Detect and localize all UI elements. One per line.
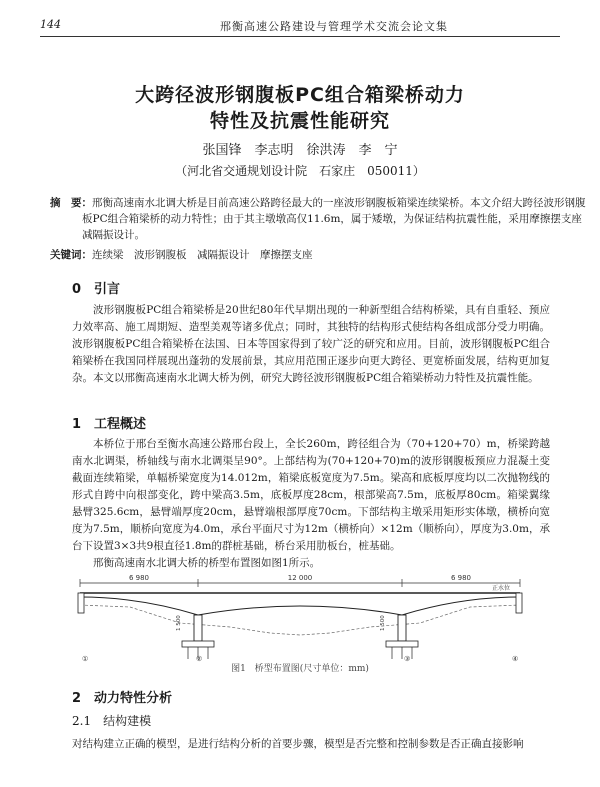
pier-3-height-label: 1 500 (380, 615, 386, 631)
dim-label-span3: 6 980 (450, 574, 472, 582)
section-2-paragraph: 对结构建立正确的模型，是进行结构分析的首要步骤，模型是否完整和控制参数是否正确直接影响 (72, 738, 524, 750)
section-0-body (72, 302, 550, 387)
section-1-paragraph: 本桥位于邢台至衡水高速公路邢台段上，全长260m，跨径组合为（70+120+70）m，桥梁跨越南水北调渠，桥轴线与南水北调渠呈90°。上部结构为(70+120+70)m的波形钢腹板预应力混凝土变截面连续箱梁，单幅桥梁宽度为14.012m，箱梁底板宽度为7.5m。梁高和底板厚度均以二次抛物线的形式自跨中向根部变化，跨中梁高3.5m，底板厚度28cm，根部梁高7.5m，底板厚80cm。箱梁翼缘悬臂325.6cm，悬臂端厚度20cm，悬臂端根部厚度70cm。下部结构主墩采用矩形实体墩，横桥向宽度为7.5m，顺桥向宽度为4.0m，承台平面尺寸为12m（横桥向）×12m（顺桥向），厚度为3.0m，承台下设置3×3共9根直径1.8m的群桩基础，桥台采用肋板台，桩基础。 (72, 438, 550, 552)
axis-mark-3: ③ (404, 655, 411, 663)
pier-2 (194, 615, 202, 641)
figure-caption: 图1 桥型布置图(尺寸单位：mm) (231, 664, 369, 674)
section-1-body (72, 436, 550, 572)
running-title: 邢衡高速公路建设与管理学术交流会论文集 (220, 20, 448, 33)
section-0-paragraph: 波形钢腹板PC组合箱梁桥是20世纪80年代早期出现的一种新型组合结构桥梁，具有自重轻、预应力效率高、施工周期短、造型美观等诸多优点；同时，其独特的结构形式使结构各组成部分受力明确。波形钢腹板PC组合箱梁桥在法国、日本等国家得到了较广泛的研究和应用。目前，波形钢腹板PC组合箱梁桥在我国同样展现出蓬勃的发展前景，其应用范围正逐步向更大跨径、更宽桥面发展，结构更加复杂。本文以邢衡高速南水北调大桥为例，研究大跨径波形钢腹板PC组合箱梁桥动力特性及抗震性能。 (72, 304, 550, 384)
page-number: 144 (40, 18, 61, 31)
running-header (40, 18, 560, 37)
pier-3 (398, 615, 406, 641)
abstract (50, 195, 592, 243)
axis-mark-4: ④ (512, 655, 519, 663)
ground-line (80, 605, 520, 635)
paper-title-line1: 大跨径波形钢腹板PC组合箱梁桥动力 (135, 84, 465, 106)
affiliation: （河北省交通规划设计院 石家庄 050011） (175, 164, 425, 178)
dim-label-span2: 12 000 (287, 574, 313, 582)
pier-2-height-label: 1 500 (176, 615, 182, 631)
bridge-layout-figure (70, 571, 530, 669)
section-0-heading: 0 引言 (72, 282, 121, 297)
paper-title-line2: 特性及抗震性能研究 (209, 110, 390, 132)
figure-intro: 邢衡高速南水北调大桥的桥型布置图如图1所示。 (93, 557, 321, 569)
axis-mark-2: ② (196, 655, 203, 663)
section-2-heading: 2 动力特性分析 (72, 691, 173, 706)
subsection-2-1-heading: 2.1 结构建模 (72, 714, 152, 728)
authors: 张国锋 李志明 徐洪涛 李 宁 (202, 143, 398, 158)
bridge-elevation-drawing (70, 571, 530, 663)
keywords (50, 247, 560, 263)
pile-cap-3 (386, 641, 418, 647)
abstract-label: 摘 要： (50, 197, 92, 209)
abutment-left (78, 593, 84, 613)
axis-mark-1: ① (82, 655, 89, 663)
keywords-label: 关键词： (50, 249, 92, 261)
pile-cap-2 (182, 641, 214, 647)
keywords-text: 连续梁 波形钢腹板 减隔振设计 摩擦摆支座 (92, 249, 313, 261)
abutment-right (516, 593, 522, 613)
water-level-label: 正水位 (491, 585, 510, 592)
dim-label-span1: 6 980 (128, 574, 150, 582)
abstract-text: 邢衡高速南水北调大桥是目前高速公路跨径最大的一座波形钢腹板箱梁连续梁桥。本文介绍大跨径波形钢腹板PC组合箱梁桥的动力特性；由于其主墩墩高仅11.6m，属于矮墩，为保证结构抗震性能，采用摩擦摆支座减隔振设计。 (82, 197, 586, 241)
section-1-heading: 1 工程概述 (72, 417, 147, 432)
